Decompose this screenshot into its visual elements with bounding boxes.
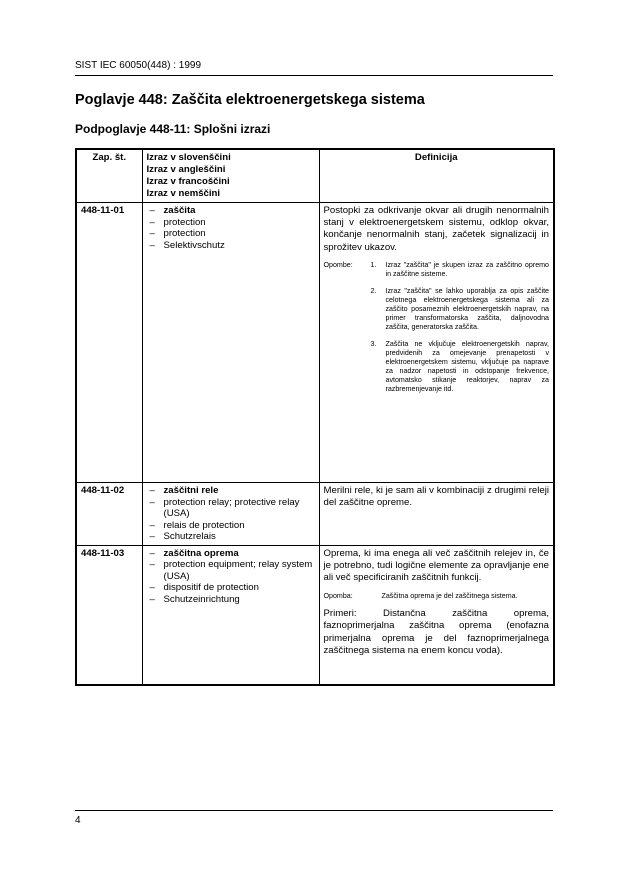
chapter-title: Poglavje 448: Zaščita elektroenergetskega sistema bbox=[75, 92, 425, 108]
header-term-en: Izraz v angleščini bbox=[146, 164, 226, 175]
table-header-row bbox=[76, 149, 554, 203]
subchapter-title: Podpoglavje 448-11: Splošni izrazi bbox=[75, 122, 271, 136]
term-sl: – zaščitna oprema bbox=[147, 548, 315, 560]
notes-label: Opombe: bbox=[323, 260, 353, 269]
header-rule bbox=[75, 75, 553, 76]
definition-text: Oprema, ki ima enega ali več zaščitnih relejev in, če je potrebno, tudi logične elemente za opravljanje ene ali več specificiranih zaščitnih funkcij. bbox=[323, 547, 549, 583]
entry-definition-cell bbox=[319, 203, 554, 483]
entry-definition-cell bbox=[319, 545, 554, 685]
header-definition: Definicija bbox=[319, 149, 554, 203]
header-term-de: Izraz v nemščini bbox=[146, 188, 221, 199]
page-number: 4 bbox=[75, 815, 81, 826]
definition-text: Postopki za odkrivanje okvar ali drugih nenormalnih stanj v elektroenergetskem sistemu, odklop okvar, končanje nenormalnih stanj, začetek signalizacij in sprožitev ukazov. bbox=[323, 205, 549, 253]
entry-definition-cell bbox=[319, 483, 554, 546]
note-text: Zaščita ne vključuje elektroenergetskih naprav, predvidenih za omejevanje prenapetosti v elektroenergetskem sistemu, vključuje pa naprave za nadzor napetosti in odstopanje frekvence, avtomatsko stikanje reaktorjev, naprav za razbremenjevanje itd. bbox=[385, 339, 549, 393]
terms-table bbox=[75, 148, 555, 686]
term-de: – Selektivschutz bbox=[147, 240, 315, 252]
note-item bbox=[324, 340, 550, 394]
term-fr: – dispositif de protection bbox=[147, 582, 315, 594]
footer-rule bbox=[75, 810, 553, 811]
note-label: Opomba: bbox=[323, 592, 353, 601]
note-text: Zaščitna oprema je del zaščitnega sistema. bbox=[381, 592, 518, 601]
entry-number: 448-11-02 bbox=[76, 483, 142, 546]
note-text: Izraz "zaščita" je skupen izraz za zaščitno opremo in zaščitne sisteme. bbox=[385, 260, 549, 278]
example-text: Primeri: Distančna zaščitna oprema, faznoprimerjalna zaščitna oprema (enofazna primerjalna oprema je del faznoprimerjalnega zaščitnega sistema na enem koncu voda). bbox=[323, 608, 549, 656]
note-item bbox=[324, 261, 550, 279]
term-sl: – zaščitni rele bbox=[147, 485, 315, 497]
table-row bbox=[76, 545, 554, 685]
table-row bbox=[76, 203, 554, 483]
term-de: – Schutzeinrichtung bbox=[147, 594, 315, 606]
entry-terms bbox=[142, 483, 319, 546]
definition-text: Merilni rele, ki je sam ali v kombinaciji z drugimi releji del zaščitne opreme. bbox=[323, 485, 549, 509]
header-term-sl: Izraz v slovenščini bbox=[146, 152, 231, 163]
entry-terms bbox=[142, 545, 319, 685]
note-item bbox=[324, 592, 550, 600]
document-id: SIST IEC 60050(448) : 1999 bbox=[75, 60, 202, 71]
header-terms bbox=[142, 149, 319, 203]
term-en: – protection bbox=[147, 217, 315, 229]
term-sl: – zaščita bbox=[147, 205, 315, 217]
table-row bbox=[76, 483, 554, 546]
header-term-fr: Izraz v francoščini bbox=[146, 176, 230, 187]
header-number: Zap. št. bbox=[76, 149, 142, 203]
note-number: 2. bbox=[370, 286, 377, 295]
notes-block bbox=[324, 261, 550, 394]
note-number: 1. bbox=[370, 260, 377, 269]
entry-number: 448-11-01 bbox=[76, 203, 142, 483]
term-fr: – relais de protection bbox=[147, 520, 315, 532]
note-text: Izraz "zaščita" se lahko uporablja za opis zaščite celotnega elektroenergetskega sistema ali za zaščito posameznih elektroenergetskih naprav, na primer transformatorska zaščita, daljnovodna zaščita, generatorska zaščita. bbox=[385, 286, 549, 331]
entry-number: 448-11-03 bbox=[76, 545, 142, 685]
term-de: – Schutzrelais bbox=[147, 531, 315, 543]
term-en: – protection equipment; relay system (USA) bbox=[147, 559, 315, 582]
entry-terms bbox=[142, 203, 319, 483]
note-item bbox=[324, 287, 550, 332]
term-en: – protection relay; protective relay (USA) bbox=[147, 497, 315, 520]
note-number: 3. bbox=[370, 339, 377, 348]
term-fr: – protection bbox=[147, 228, 315, 240]
